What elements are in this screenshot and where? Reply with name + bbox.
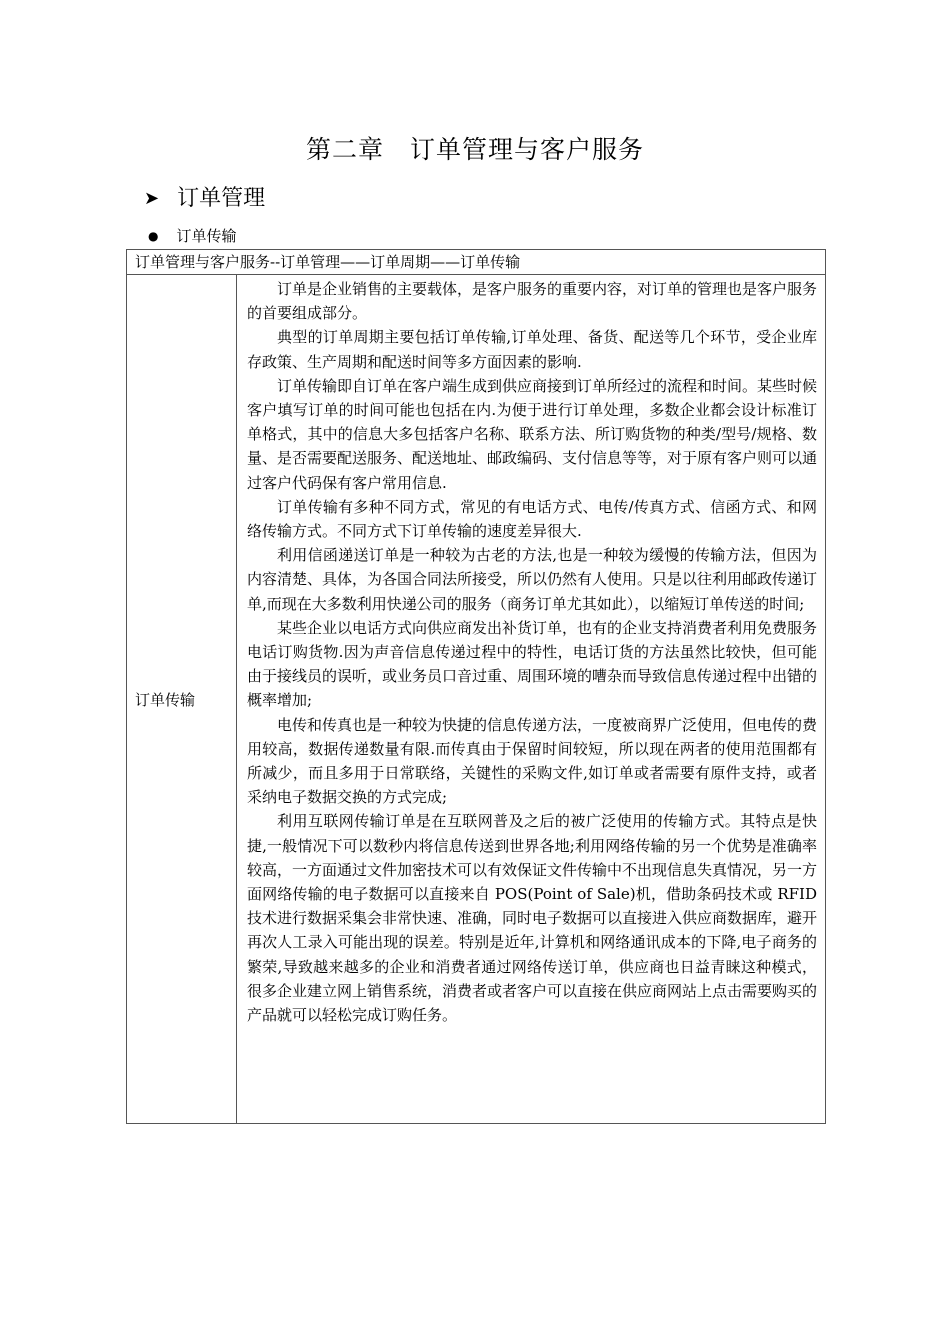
dot-bullet-icon: ●: [148, 229, 159, 243]
paragraph: 订单传输即自订单在客户端生成到供应商接到订单所经过的流程和时间。某些时候客户填写订单的时间可能也包括在内.为便于进行订单处理，多数企业都会设计标准订单格式，其中的信息大多包括客户名称、联系方法、所订购货物的种类/型号/规格、数量、是否需要配送服务、配送地址、邮政编码、支付信息等等，对于原有客户则可以通过客户代码保有客户常用信息.: [247, 376, 818, 492]
table-header-cell: 订单管理与客户服务--订单管理——订单周期——订单传输: [127, 250, 826, 275]
chapter-title: 第二章 订单管理与客户服务: [305, 135, 644, 164]
sub-heading-text: 订单传输: [176, 227, 237, 245]
paragraph: 某些企业以电话方式向供应商发出补货订单，也有的企业支持消费者利用免费服务电话订购货物.因为声音信息传递过程中的特性，电话订货的方法虽然比较快，但可能由于接线员的误听，或业务员口音过重、周围环境的嘈杂而导致信息传递过程中出错的概率增加;: [247, 618, 818, 710]
section-heading-text: 订单管理: [177, 186, 266, 211]
arrow-bullet-icon: ➤: [144, 188, 160, 209]
table-row: [127, 275, 826, 1124]
paragraph: 电传和传真也是一种较为快捷的信息传递方法，一度被商界广泛使用，但电传的费用较高，数据传递数量有限.而传真由于保留时间较短，所以现在两者的使用范围都有所减少，而且多用于日常联络，关键性的采购文件,如订单或者需要有原件支持，或者采纳电子数据交换的方式完成;: [247, 715, 818, 807]
paragraph: 利用互联网传输订单是在互联网普及之后的被广泛使用的传输方式。其特点是快捷,一般情况下可以数秒内将信息传送到世界各地;利用网络传输的另一个优势是准确率较高，一方面通过文件加密技术可以有效保证文件传输中不出现信息失真情况，另一方面网络传输的电子数据可以直接来自 POS(Point of Sale)机，借助条码技术或 RFID 技术进行数据采集会非常快速、准确，同时电子数据可以直接进入供应商数据库，避开再次人工录入可能出现的误差。特别是近年,计算机和网络通讯成本的下降,电子商务的繁荣,导致越来越多的企业和消费者通过网络传送订单，供应商也日益青睐这种模式，很多企业建立网上销售系统，消费者或者客户可以直接在供应商网站上点击需要购买的产品就可以轻松完成订购任务。: [247, 812, 818, 1025]
section-heading: [144, 184, 265, 214]
row-content-cell: [237, 275, 826, 1124]
paragraph: 典型的订单周期主要包括订单传输,订单处理、备货、配送等几个环节，受企业库存政策、生产周期和配送时间等多方面因素的影响.: [247, 328, 817, 371]
content-table: [126, 249, 826, 1124]
sub-heading: [148, 226, 237, 246]
paragraph: 利用信函递送订单是一种较为古老的方法,也是一种较为缓慢的传输方法，但因为内容清楚、具体，为各国合同法所接受，所以仍然有人使用。只是以往利用邮政传递订单,而现在大多数利用快递公司的服务（商务订单尤其如此），以缩短订单传送的时间;: [247, 546, 818, 613]
paragraph: 订单是企业销售的主要载体，是客户服务的重要内容，对订单的管理也是客户服务的首要组成部分。: [247, 280, 818, 323]
paragraph: 订单传输有多种不同方式，常见的有电话方式、电传/传真方式、信函方式、和网络传输方式。不同方式下订单传输的速度差异很大.: [247, 497, 817, 541]
table-header-row: [127, 250, 826, 275]
row-label-cell: 订单传输: [127, 275, 237, 1124]
